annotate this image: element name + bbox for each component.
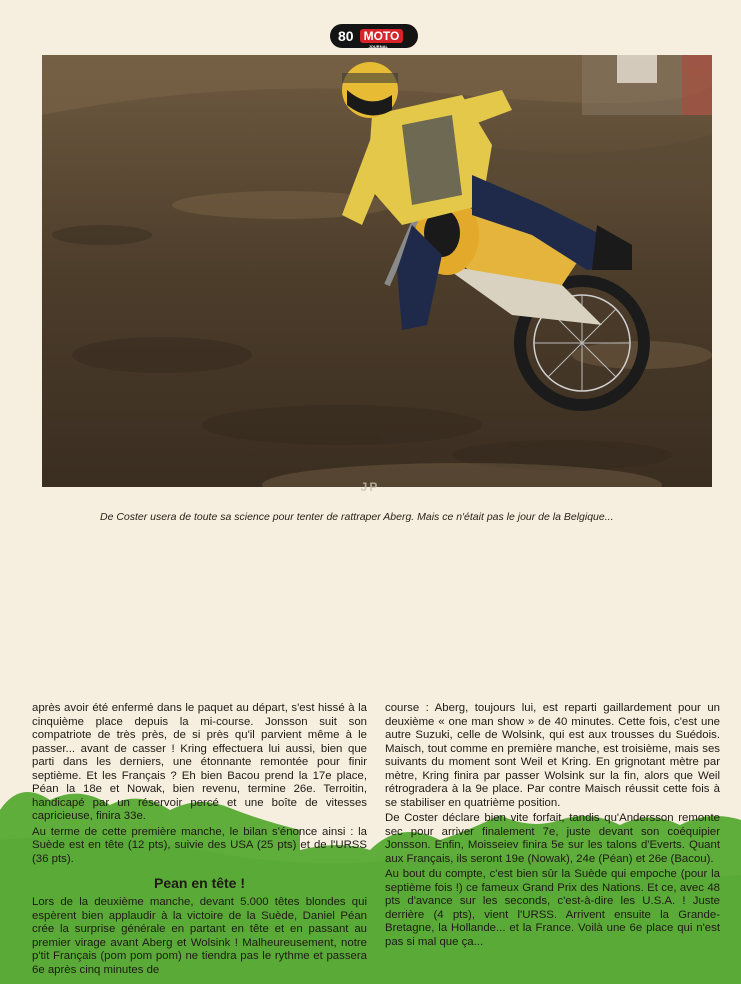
right-text-column [385,702,720,951]
right-paragraph: De Coster déclare bien vite forfait, tandis qu'Andersson remonte sec pour arriver finalement 7e, juste devant son coéquipier Jonsson. Enfin, Moisseiev finira 5e sur les talons d'Everts. Quant aux Français, ils seront 19e (Nowak), 24e (Péan) et 26e (Bacou). [385,812,720,865]
photo-caption: De Coster usera de toute sa science pour tenter de rattraper Aberg. Mais ce n'était pas le jour de la Belgique... [100,511,614,523]
right-paragraph: course : Aberg, toujours lui, est reparti gaillardement pour un deuxième « one man show » de 40 minutes. Cette fois, c'est une autre Suzuki, celle de Wolsink, qui est aux trousses du Suédois. Maisch, tout comme en première manche, est troisième, mais ses suivants du moment sont Weil et Kring. En grignotant mètre par mètre, Kring finira par passer Wolsink sur la fin, alors que Weil rétrogradera à la 9e place. Par contre Maisch réussit cette fois à se stabiliser en quatrième position. [385,702,720,809]
left-paragraph: Au terme de cette première manche, le bilan s'énonce ainsi : la Suède est en tête (12 pts), suivie des USA (25 pts) et de l'URSS (36 pts). [32,825,367,865]
left-paragraph: après avoir été enfermé dans le paquet au départ, s'est hissé à la cinquième place depuis la mi-course. Jonsson suit son compatriote de très près, de si près qu'il parvient même à le passer... avant de casser ! Kring effectuera lui aussi, bien que parti dans les derniers, une étonnante remontée pour finir septième. Et les Français ? Eh bien Bacou prend la 17e place, Péan la 18e et Nowak, bien revenu, termine 26e. Terroitin, handicapé par un réservoir percé et une boîte de vitesses capricieuse, finira 33e. [32,702,367,822]
magazine-logo-text: MOTO [363,29,400,43]
section-subheading: Pean en tête ! [153,875,246,891]
left-text-column [32,702,367,979]
page-number-badge [330,24,418,48]
right-paragraph: Au bout du compte, c'est bien sûr la Suède qui empoche (pour la septième fois !) ce fameux Grand Prix des Nations. Et ce, avec 48 pts d'avance sur les seconds, c'est-à-dire les U.S.A. ! Juste derrière (4 pts), vient l'URSS. Arrivent ensuite la Grande-Bretagne, la Hollande... et la France. Voilà une 6e place qui n'est pas si mal que ça... [385,868,720,948]
motocross-photo [42,55,712,487]
watermark: JP [360,480,380,494]
magazine-logo [360,29,404,49]
magazine-logo-sub: JOURNAL [368,44,388,49]
motocross-rider-illustration [42,55,712,487]
left-paragraph: Lors de la deuxième manche, devant 5.000 têtes blondes qui espèrent bien applaudir à la victoire de la Suède, Daniel Péan crée la surprise générale en partant en tête et en passant au premier virage avant Aberg et Wolsink ! Malheureusement, notre p'tit Français (pom pom pom) ne tiendra pas le rythme et passera 6e après cinq minutes de [32,896,367,976]
page-number: 80 [338,28,354,44]
